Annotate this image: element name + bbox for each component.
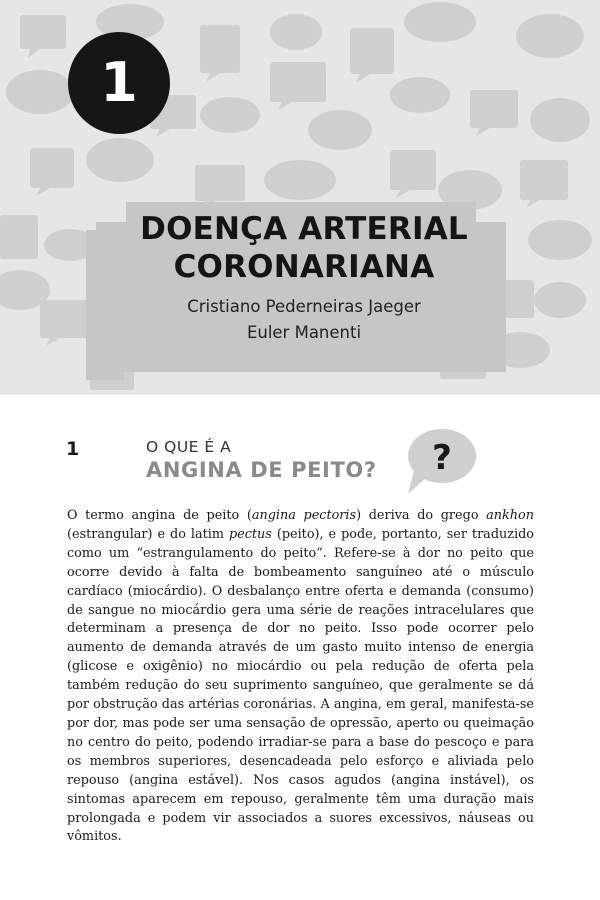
answer-paragraph — [67, 507, 534, 847]
answer-text-part1: O termo angina de peito ( — [67, 508, 252, 523]
author-1: Cristiano Pederneiras Jaeger — [187, 297, 421, 316]
answer-italic-pectus: pectus — [228, 526, 272, 542]
chapter-number: 1 — [100, 51, 138, 114]
answer-italic-angina-pectoris: angina pectoris — [251, 508, 357, 523]
chapter-title-line1: DOENÇA ARTERIAL — [140, 211, 468, 247]
chapter-title-block — [124, 210, 484, 346]
answer-text-part2: ) deriva do grego — [356, 508, 487, 523]
chapter-title — [124, 210, 484, 286]
chapter-title-line2: CORONARIANA — [173, 249, 435, 285]
answer-text-part4: (peito), e pode, portanto, ser traduzido como um “estrangulamento do peito”. Refere-se à dor no peito que ocorre devido à falta de bombeamento sanguíneo até o músculo cardíaco (miocárdio). O desbalanço entre oferta e demanda (consumo) de sangue no miocárdio gera uma série de reações intracelulares que determinam a presença de dor no peito. Isso pode ocorrer pelo aumento de demanda através de um gasto muito intenso de energia (glicose e oxigênio) no miocárdio ou pela redução de oferta pela também redução do seu suprimento sanguíneo, que geralmente se dá por obstrução das artérias coronárias. A angina, em geral, manifesta-se por dor, mas pode ser uma sensação de opressão, aperto ou queimação no centro do peito, podendo irradiar-se para a base do pescoço e para os membros superiores, desencadeada pelo esforço e aliviada pelo repouso (angina estável). Nos casos agudos (angina instável), os sintomas aparecem em repouso, geralmente têm uma duração mais prolongada e podem vir associados a suores excessivos, náuseas ou vômitos. — [67, 526, 534, 845]
answer-italic-ankhon: ankhon — [486, 508, 534, 523]
chapter-header — [0, 0, 600, 395]
question-mark: ? — [432, 438, 452, 478]
answer-text-part3: (estrangular) e do latim — [67, 526, 229, 542]
question-number: 1 — [66, 438, 80, 460]
question-heading-big: ANGINA DE PEITO? — [146, 458, 377, 482]
chapter-number-badge — [68, 32, 170, 134]
question-heading-small: O QUE É A — [146, 438, 232, 456]
author-2: Euler Manenti — [246, 323, 362, 342]
authors — [124, 294, 484, 346]
question-bubble-icon — [404, 426, 478, 498]
